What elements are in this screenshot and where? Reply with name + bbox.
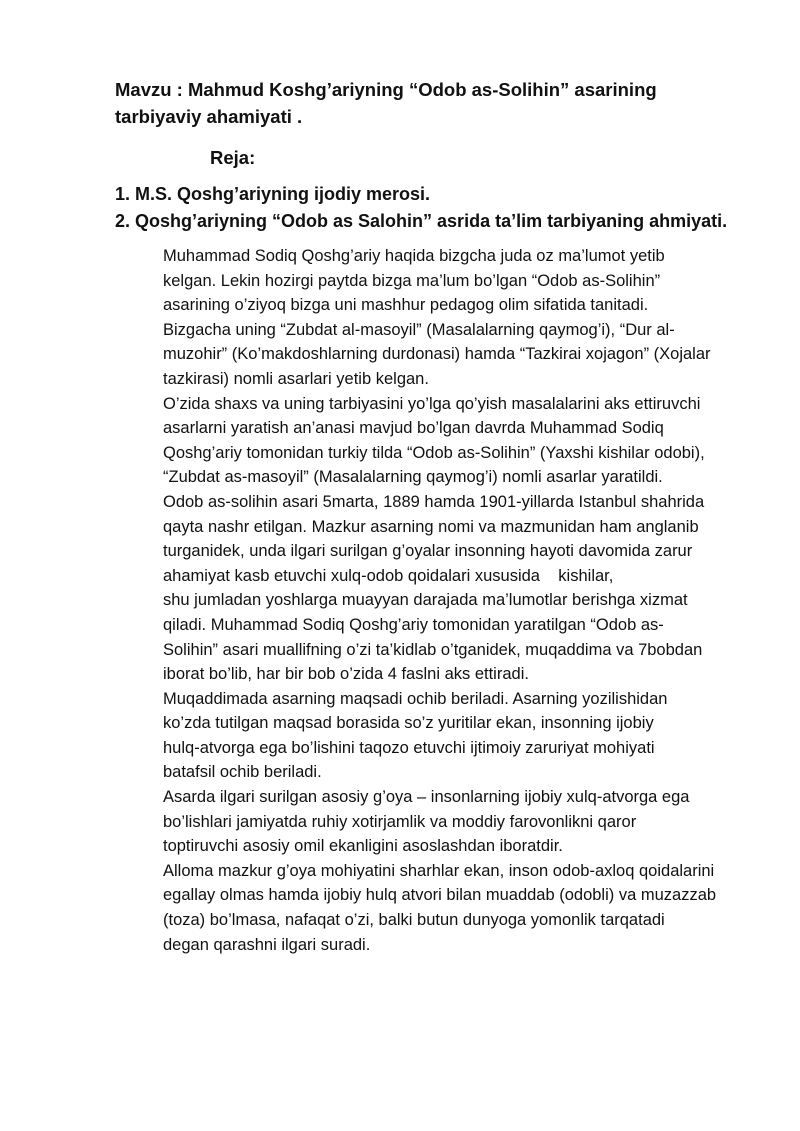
- body-line: Qoshg’ariy tomonidan turkiy tilda “Odob as-Solihin” (Yaxshi kishilar odobi),: [163, 443, 705, 462]
- title-line-2: tarbiyaviy ahamiyati .: [115, 106, 303, 127]
- body-line: iborat bo’lib, har bir bob o’zida 4 faslni aks ettiradi.: [163, 665, 529, 684]
- body-line: Solihin” asari muallifning o’zi ta’kidlab o’tganidek, muqaddima va 7bobdan: [163, 640, 703, 659]
- plan-list: [115, 181, 765, 235]
- body-line: kelgan. Lekin hozirgi paytda bizga ma’lum bo’lgan “Odob as-Solihin”: [163, 271, 661, 290]
- body-line: O’zida shaxs va uning tarbiyasini yo’lga qo’yish masalalarini aks ettiruvchi: [163, 394, 701, 413]
- body-line: hulq-atvorga ega bo’lishini taqozo etuvchi ijtimoiy zaruriyat mohiyati: [163, 738, 655, 757]
- body-line: asarlarni yaratish an’anasi mavjud bo’lgan davrda Muhammad Sodiq: [163, 419, 664, 438]
- plan-heading: Reja:: [210, 147, 256, 168]
- body-line: qayta nashr etilgan. Mazkur asarning nomi va mazmunidan ham anglanib: [163, 517, 699, 536]
- plan-item: 1. M.S. Qoshg’ariyning ijodiy merosi.: [115, 184, 431, 204]
- body-line: turganidek, unda ilgari surilgan g’oyalar insonning hayoti davomida zarur: [163, 542, 693, 561]
- body-line: egallay olmas hamda ijobiy hulq atvori bilan muaddab (odobli) va muzazzab: [163, 886, 717, 905]
- body-line: ahamiyat kasb etuvchi xulq-odob qoidalari xususida kishilar,: [163, 566, 614, 585]
- plan-item: 2. Qoshg’ariyning “Odob as Salohin” asrida ta’lim tarbiyaning ahmiyati.: [115, 211, 728, 231]
- body-line: toptiruvchi asosiy omil ekanligini asoslashdan iboratdir.: [163, 837, 563, 856]
- body-line: Muhammad Sodiq Qoshg’ariy haqida bizgcha juda oz ma’lumot yetib: [163, 247, 665, 265]
- body-line: Odob as-solihin asari 5marta, 1889 hamda 1901-yillarda Istanbul shahrida: [163, 492, 705, 511]
- body-line: asarining o’ziyoq bizga uni mashhur pedagog olim sifatida tanitadi.: [163, 296, 649, 315]
- body-line: Alloma mazkur g’oya mohiyatini sharhlar ekan, inson odob-axloq qoidalarini: [163, 861, 715, 880]
- body-line: qiladi. Muhammad Sodiq Qoshg’ariy tomonidan yaratilgan “Odob as-: [163, 615, 664, 634]
- body-line: (toza) bo’lmasa, nafaqat o’zi, balki butun dunyoga yomonlik tarqatadi: [163, 911, 665, 930]
- title-line-1: Mavzu : Mahmud Koshg’ariyning “Odob as-Solihin” asarining: [115, 79, 657, 100]
- body-line: Asarda ilgari surilgan asosiy g’oya – insonlarning ijobiy xulq-atvorga ega: [163, 788, 690, 807]
- body-line: batafsil ochib beriladi.: [163, 763, 322, 782]
- body-line: tazkirasi) nomli asarlari yetib kelgan.: [163, 369, 429, 388]
- body-line: shu jumladan yoshlarga muayyan darajada ma’lumotlar berishga xizmat: [163, 591, 688, 610]
- body-line: Muqaddimada asarning maqsadi ochib beriladi. Asarning yozilishidan: [163, 689, 668, 708]
- document-title: [115, 76, 715, 130]
- body-line: Bizgacha uning “Zubdat al-masoyil” (Masalalarning qaymog’i), “Dur al-: [163, 320, 675, 339]
- body-line: ko’zda tutilgan maqsad borasida so’z yuritilar ekan, insonning ijobiy: [163, 714, 654, 733]
- body-line: degan qarashni ilgari suradi.: [163, 935, 371, 954]
- body-text: [163, 244, 763, 957]
- body-line: “Zubdat as-masoyil” (Masalalarning qaymog’i) nomli asarlar yaratildi.: [163, 468, 663, 487]
- body-line: muzohir” (Ko’makdoshlarning durdonasi) hamda “Tazkirai xojagon” (Xojalar: [163, 345, 711, 364]
- body-line: bo’lishlari jamiyatda ruhiy xotirjamlik va moddiy farovonlikni qaror: [163, 812, 637, 831]
